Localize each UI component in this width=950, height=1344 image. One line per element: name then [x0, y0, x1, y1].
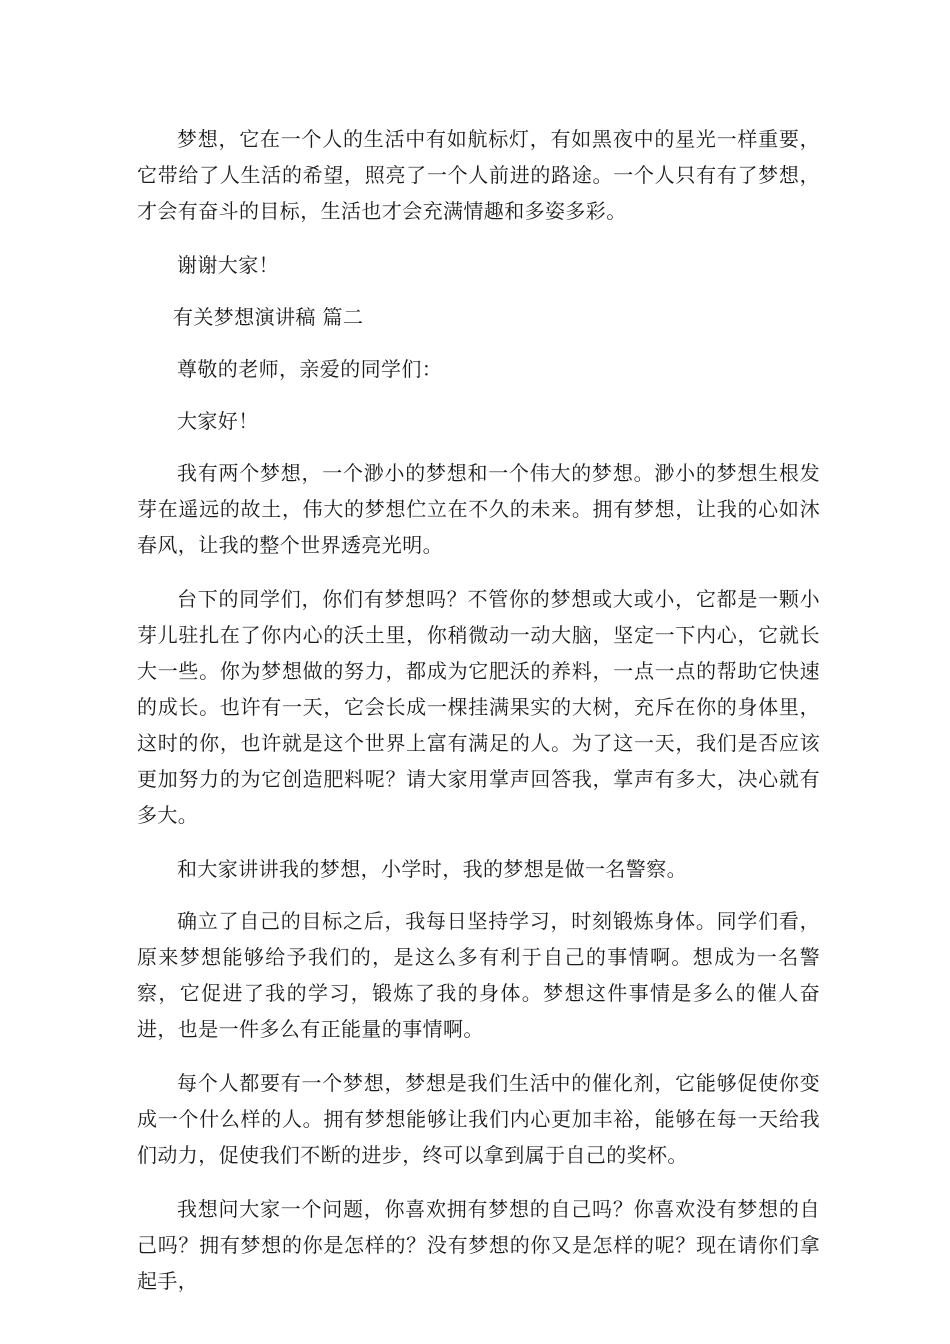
- section-title: 有关梦想演讲稿 篇二: [173, 305, 364, 329]
- paragraph-classmates-question: 台下的同学们，你们有梦想吗？不管你的梦想或大或小，它都是一颗小芽儿驻扎在了你内心的沃土里，你稍微动一动大脑，坚定一下内心，它就长大一些。你为梦想做的努力，都成为它肥沃的养料，一点一点的帮助它快速的成长。也许有一天，它会长成一棵挂满果实的大树，充斥在你的身体里，这时的你，也许就是这个世界上富有满足的人。为了这一天，我们是否应该更加努力的为它创造肥料呢？请大家用掌声回答我，掌声有多大，决心就有多大。: [137, 587, 820, 827]
- paragraph-catalyst: 每个人都要有一个梦想，梦想是我们生活中的催化剂，它能够促使你变成一个什么样的人。拥有梦想能够让我们内心更加丰裕，能够在每一天给我们动力，促使我们不断的进步，终可以拿到属于自己的奖杯。: [137, 1071, 820, 1167]
- paragraph-goal-established: 确立了自己的目标之后，我每日坚持学习，时刻锻炼身体。同学们看，原来梦想能够给予我们的，是这么多有利于自己的事情啊。想成为一名警察，它促进了我的学习，锻炼了我的身体。梦想这件事情是多么的催人奋进，也是一件多么有正能量的事情啊。: [137, 909, 820, 1041]
- salutation: 尊敬的老师，亲爱的同学们：: [177, 357, 443, 381]
- paragraph-thanks: 谢谢大家！: [177, 253, 279, 277]
- paragraph-police-dream: 和大家讲讲我的梦想，小学时，我的梦想是做一名警察。: [177, 857, 687, 881]
- paragraph-two-dreams: 我有两个梦想，一个渺小的梦想和一个伟大的梦想。渺小的梦想生根发芽在遥远的故土，伟大的梦想伫立在不久的未来。拥有梦想，让我的心如沐春风，让我的整个世界透亮光明。: [137, 461, 820, 557]
- paragraph-ask-question: 我想问大家一个问题，你喜欢拥有梦想的自己吗？你喜欢没有梦想的自己吗？拥有梦想的你是怎样的？没有梦想的你又是怎样的呢？现在请你们拿起手，: [137, 1197, 820, 1293]
- paragraph-dream-beacon: 梦想，它在一个人的生活中有如航标灯，有如黑夜中的星光一样重要，它带给了人生活的希望，照亮了一个人前进的路途。一个人只有有了梦想，才会有奋斗的目标，生活也才会充满情趣和多姿多彩。: [137, 127, 820, 223]
- greeting: 大家好！: [177, 409, 259, 433]
- document-page: [137, 121, 820, 1317]
